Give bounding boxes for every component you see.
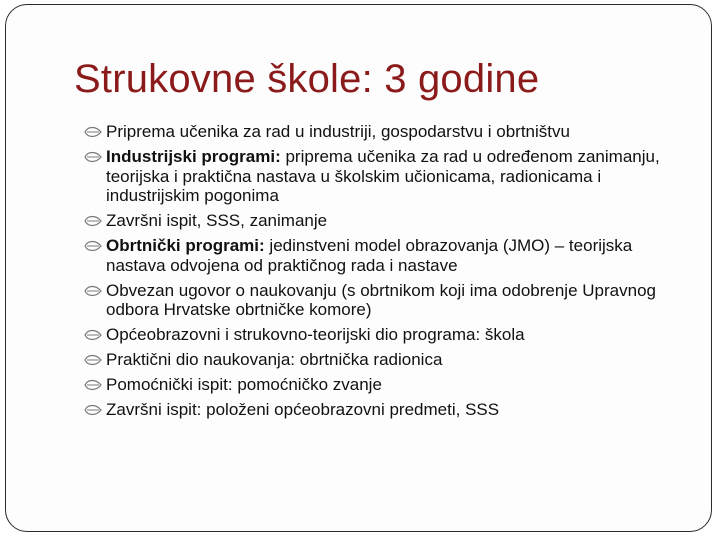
leaf-bullet-icon [84,379,102,391]
list-item [84,325,684,345]
list-item [84,147,684,206]
slide-title: Strukovne škole: 3 godine [74,57,540,101]
bullet-text: Obvezan ugovor o naukovanju (s obrtnikom koji ima odobrenje Upravnog odbora Hrvatske obrtničke komore) [106,280,656,319]
list-item [84,350,684,370]
list-item [84,122,684,142]
list-item [84,236,684,275]
bullet-bold: Industrijski programi: [106,147,281,166]
list-item [84,211,684,231]
bullet-text: Pomoćnički ispit: pomoćničko zvanje [106,375,382,394]
leaf-bullet-icon [84,285,102,297]
leaf-bullet-icon [84,329,102,341]
bullet-text: Završni ispit: položeni općeobrazovni predmeti, SSS [106,400,500,419]
bullet-text: Završni ispit, SSS, zanimanje [106,211,328,230]
bullet-bold: Obrtnički programi: [106,236,265,255]
leaf-bullet-icon [84,240,102,252]
bullet-text: Priprema učenika za rad u industriji, gospodarstvu i obrtništvu [106,122,570,141]
slide-frame [5,4,712,532]
list-item [84,400,684,420]
leaf-bullet-icon [84,354,102,366]
bullet-text: priprema učenika za rad u određenom zanimanju, teorijska i praktična nastava u školskim učionicama, radionicama i industrijskim pogonima [106,147,660,205]
list-item [84,281,684,320]
leaf-bullet-icon [84,215,102,227]
bullet-list [84,122,684,425]
leaf-bullet-icon [84,126,102,138]
bullet-text: jedinstveni model obrazovanja (JMO) – teorijska nastava odvojena od praktičnog rada i nastave [106,236,633,275]
bullet-text: Praktični dio naukovanja: obrtnička radionica [106,350,443,369]
list-item [84,375,684,395]
leaf-bullet-icon [84,151,102,163]
leaf-bullet-icon [84,404,102,416]
bullet-text: Općeobrazovni i strukovno-teorijski dio programa: škola [106,325,525,344]
